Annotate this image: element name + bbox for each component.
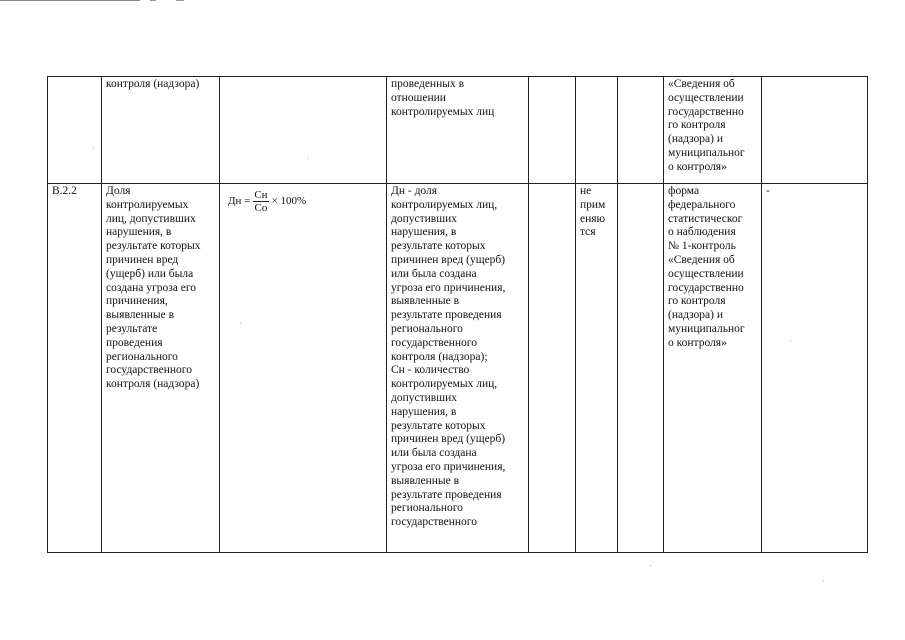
cell-text-line: причинен вред (ущерб) (391, 433, 506, 446)
cell-text-line: нарушения, в (391, 405, 457, 418)
formula-fraction (253, 189, 268, 214)
cell-text-line: нарушения, в (391, 226, 457, 239)
indicator-table (47, 76, 868, 553)
cell-text-line: го контроля (668, 119, 726, 132)
top-edge-mark (150, 0, 156, 1)
cell-text-line: результате которых (391, 419, 486, 432)
source-cell (664, 77, 762, 184)
cell-text-line: результате проведения (391, 309, 502, 322)
cell-text-line: Сн - количество (391, 364, 470, 377)
cell-text-line: результате (106, 322, 158, 335)
cell-text-line: результате которых (391, 240, 486, 253)
cell-text-line: проведенных в (391, 78, 465, 90)
cell-text-line: результате проведения (391, 488, 502, 501)
top-edge-rule (0, 0, 140, 1)
indicator-code: В.2.2 (52, 185, 77, 197)
empty-cell (529, 184, 576, 553)
cell-text-line: муниципальног (668, 322, 745, 335)
cell-text-line: муниципальног (668, 146, 745, 159)
cell-text-line: осуществлении (668, 267, 744, 280)
scan-speck (93, 148, 94, 149)
cell-text-line: регионального (391, 322, 463, 335)
cell-text-line: создана угроза его (106, 281, 197, 294)
empty-cell (618, 184, 664, 553)
formula-rhs: × 100% (271, 194, 307, 207)
cell-text-line: причинения, (106, 295, 168, 308)
cell-text-line: или была создана (391, 267, 477, 280)
cell-text-line: проведения (106, 336, 163, 349)
cell-text-line: о контроля» (668, 336, 727, 349)
source-cell (664, 184, 762, 553)
cell-text-line: контролируемых лиц (391, 105, 495, 118)
formula-cell (220, 77, 387, 184)
cell-text-line: государственного (391, 336, 477, 349)
cell-text-line: о наблюдения (668, 226, 736, 239)
cell-text-line: выявленные в (391, 474, 460, 487)
scan-speck (308, 158, 309, 159)
cell-text-line: регионального (391, 502, 463, 515)
formula-cell (220, 184, 387, 553)
cell-text-line: федерального (668, 198, 736, 211)
cell-text-line: еняю (580, 212, 606, 225)
note-cell (762, 184, 868, 553)
cell-text-line: Доля (106, 185, 131, 197)
cell-text-line: отношении (391, 91, 446, 104)
cell-text-line: о контроля» (668, 160, 727, 173)
cell-text-line: контроля (надзора) (106, 378, 200, 391)
cell-text-line: регионального (106, 350, 178, 363)
formula-lhs: Дн = (228, 194, 251, 207)
description-cell (387, 184, 529, 553)
cell-text-line: причинен вред (106, 253, 179, 266)
scan-speck (823, 580, 824, 581)
note-text: - (766, 185, 770, 197)
cell-text-line: контроля (надзора); (391, 350, 488, 363)
table-row (48, 184, 868, 553)
empty-cell (618, 77, 664, 184)
name-cell (102, 77, 220, 184)
cell-text-line: государственного (106, 364, 192, 377)
cell-text-line: контролируемых лиц, (391, 378, 498, 391)
cell-text-line: тся (580, 226, 596, 239)
cell-text-line: лиц, допустивших (106, 212, 196, 225)
cell-text-line: контроля (надзора) (106, 78, 200, 90)
cell-text-line: допустивших (391, 391, 457, 404)
cell-text-line: форма (668, 185, 700, 197)
cell-text-line: (надзора) и (668, 133, 724, 146)
cell-text-line: угроза его причинения, (391, 281, 506, 294)
cell-text-line: выявленные в (106, 309, 175, 322)
description-cell (387, 77, 529, 184)
cell-text-line: государственно (668, 105, 744, 118)
cell-text-line: «Сведения об (668, 253, 735, 266)
cell-text-line: государственно (668, 281, 744, 294)
cell-text-line: контролируемых (106, 198, 189, 211)
empty-cell (529, 77, 576, 184)
code-cell (48, 184, 102, 553)
cell-text-line: или была создана (391, 447, 477, 460)
formula-numerator: Сн (254, 189, 268, 201)
cell-text-line: Дн - доля (391, 185, 438, 197)
top-edge-mark (176, 0, 184, 1)
scan-speck (790, 340, 791, 341)
cell-text-line: нарушения, в (106, 226, 172, 239)
cell-text-line: «Сведения об (668, 78, 735, 90)
cell-text-line: (надзора) и (668, 309, 724, 322)
cell-text-line: статистическог (668, 212, 743, 225)
note-cell (762, 77, 868, 184)
cell-text-line: допустивших (391, 212, 457, 225)
cell-text-line: причинен вред (ущерб) (391, 253, 506, 266)
cell-text-line: прим (580, 198, 606, 211)
applicability-cell (576, 77, 618, 184)
code-cell (48, 77, 102, 184)
cell-text-line: результате которых (106, 240, 201, 253)
cell-text-line: контролируемых лиц, (391, 198, 498, 211)
cell-text-line: угроза его причинения, (391, 460, 506, 473)
cell-text-line: государственного (391, 516, 477, 529)
cell-text-line: № 1-контроль (668, 240, 736, 253)
cell-text-line: (ущерб) или была (106, 267, 194, 280)
applicability-cell (576, 184, 618, 553)
formula (228, 189, 383, 214)
cell-text-line: выявленные в (391, 295, 460, 308)
scan-speck (240, 323, 241, 324)
name-cell (102, 184, 220, 553)
formula-denominator: Со (254, 202, 268, 214)
table-row (48, 77, 868, 184)
cell-text-line: осуществлении (668, 91, 744, 104)
scan-speck (650, 565, 651, 566)
cell-text-line: не (580, 185, 592, 197)
cell-text-line: го контроля (668, 295, 726, 308)
